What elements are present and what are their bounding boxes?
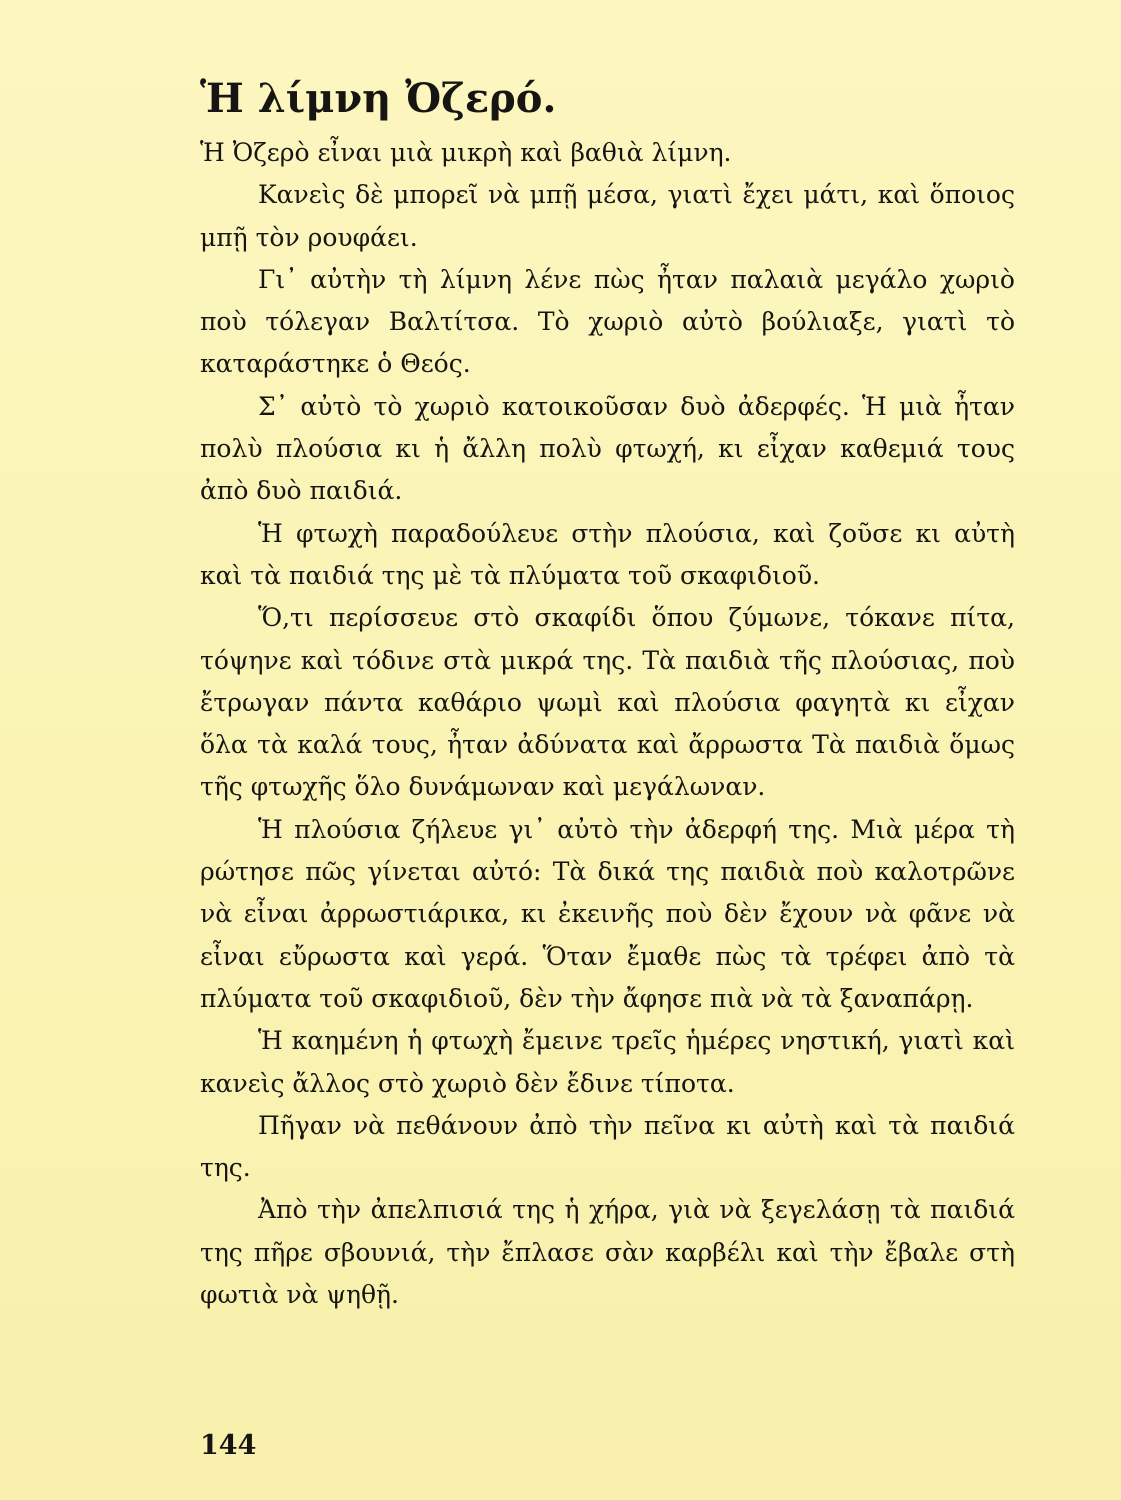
paragraph-7: Ἡ πλούσια ζήλευε γι᾽ αὐτὸ τὴν ἀδερφή της. Μιὰ μέρα τὴ ρώτησε πῶς γίνεται αὐτό: Τὰ δικά της παιδιὰ ποὺ καλοτρῶνε νὰ εἶναι ἀρρωστιάρικα, κι ἐκεινῆς ποὺ δὲν ἔχουν νὰ φᾶνε νὰ εἶναι εὔρωστα καὶ γερά. Ὅταν ἔμαθε πὼς τὰ τρέφει ἀπὸ τὰ πλύματα τοῦ σκαφιδιοῦ, δὲν τὴν ἄφησε πιὰ νὰ τὰ ξαναπάρῃ. xyxy=(200,814,1015,1013)
page-number: 144 xyxy=(200,1430,257,1461)
page-text xyxy=(200,72,1015,1316)
paragraph-2: Κανεὶς δὲ μπορεῖ νὰ μπῇ μέσα, γιατὶ ἔχει μάτι, καὶ ὅποιος μπῇ τὸν ρουφάει. xyxy=(200,180,1015,252)
paragraph-3: Γι᾽ αὐτὴν τὴ λίμνη λένε πὼς ἦταν παλαιὰ μεγάλο χωριὸ ποὺ τόλεγαν Βαλτίτσα. Τὸ χωριὸ αὐτὸ βούλιαξε, γιατὶ τὸ καταράστηκε ὁ Θεός. xyxy=(200,264,1015,379)
paragraph-4: Σ᾽ αὐτὸ τὸ χωριὸ κατοικοῦσαν δυὸ ἀδερφές. Ἡ μιὰ ἦταν πολὺ πλούσια κι ἡ ἄλλη πολὺ φτωχή, κι εἶχαν καθεμιά τους ἀπὸ δυὸ παιδιά. xyxy=(200,391,1015,506)
paragraph-8: Ἡ καημένη ἡ φτωχὴ ἔμεινε τρεῖς ἡμέρες νηστική, γιατὶ καὶ κανεὶς ἄλλος στὸ χωριὸ δὲν ἔδινε τίποτα. xyxy=(200,1026,1015,1098)
paragraph-1: Ἡ Ὀζερὸ εἶναι μιὰ μικρὴ καὶ βαθιὰ λίμνη. xyxy=(200,138,732,167)
paragraph-5: Ἡ φτωχὴ παραδούλευε στὴν πλούσια, καὶ ζοῦσε κι αὐτὴ καὶ τὰ παιδιά της μὲ τὰ πλύματα τοῦ σκαφιδιοῦ. xyxy=(200,518,1015,590)
paragraph-10: Ἀπὸ τὴν ἀπελπισιά της ἡ χήρα, γιὰ νὰ ξεγελάσῃ τὰ παιδιά της πῆρε σβουνιά, τὴν ἔπλασε σὰν καρβέλι καὶ τὴν ἔβαλε στὴ φωτιὰ νὰ ψηθῇ. xyxy=(200,1195,1015,1310)
page-title: Ἡ λίμνη Ὀζερό. xyxy=(200,75,557,122)
paragraph-9: Πῆγαν νὰ πεθάνουν ἀπὸ τὴν πεῖνα κι αὐτὴ καὶ τὰ παιδιά της. xyxy=(200,1110,1015,1183)
paragraph-6: Ὅ,τι περίσσευε στὸ σκαφίδι ὅπου ζύμωνε, τόκανε πίτα, τόψηνε καὶ τόδινε στὰ μικρά της. Τὰ παιδιὰ τῆς πλούσιας, ποὺ ἔτρωγαν πάντα καθάριο ψωμὶ καὶ πλούσια φαγητὰ κι εἶχαν ὅλα τὰ καλά τους, ἦταν ἀδύνατα καὶ ἄρρωστα Τὰ παιδιὰ ὅμως τῆς φτωχῆς ὅλο δυνάμωναν καὶ μεγάλωναν. xyxy=(200,603,1015,802)
